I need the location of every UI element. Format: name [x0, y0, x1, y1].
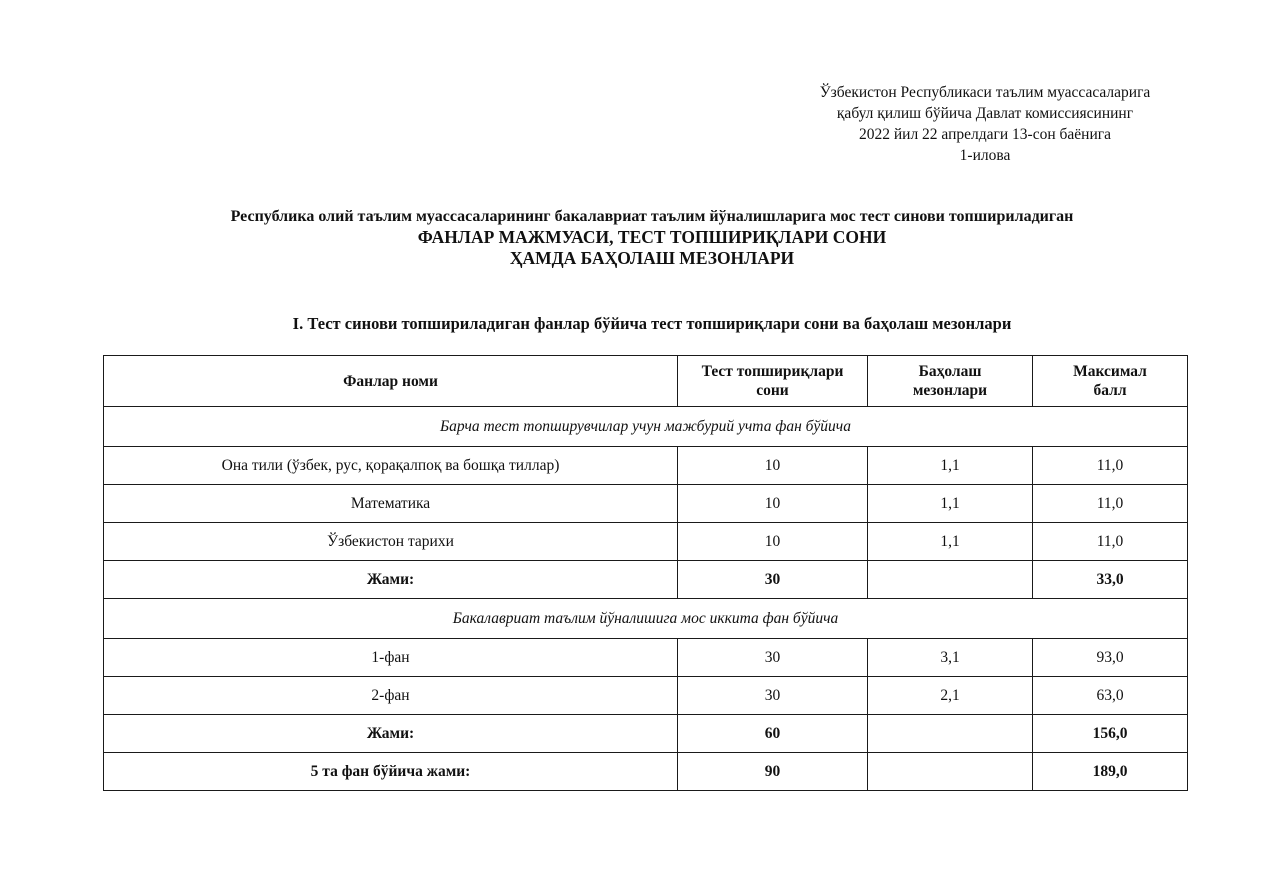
max-score: 93,0 [1033, 639, 1188, 677]
header-task-count: Тест топшириқлари сони [678, 356, 868, 407]
section-title: I. Тест синови топшириладиган фанлар бўйича тест топшириқлари сони ва баҳолаш мезонлари [292, 314, 1012, 333]
table-row [104, 523, 1188, 561]
subtotal-task-count: 30 [678, 561, 868, 599]
max-score: 11,0 [1033, 485, 1188, 523]
criteria-value: 2,1 [868, 677, 1033, 715]
header-note-line-2: қабул қилиш бўйича Давлат комиссиясининг [836, 105, 1134, 122]
subtotal-task-count: 60 [678, 715, 868, 753]
group-heading-specialty [104, 599, 1188, 639]
header-max-score: Максимал балл [1033, 356, 1188, 407]
grand-total-task-count: 90 [678, 753, 868, 791]
document-title-line-2: ФАНЛАР МАЖМУАСИ, ТЕСТ ТОПШИРИҚЛАРИ СОНИ [417, 227, 887, 247]
table-row [104, 447, 1188, 485]
criteria-value: 1,1 [868, 485, 1033, 523]
subject-name: Она тили (ўзбек, рус, қорақалпоқ ва бошқа тиллар) [104, 447, 678, 485]
subtotal-row [104, 715, 1188, 753]
criteria-value: 1,1 [868, 523, 1033, 561]
appendix-header-note [790, 82, 1180, 166]
table-row [104, 677, 1188, 715]
criteria-value: 3,1 [868, 639, 1033, 677]
subtotal-max-score: 33,0 [1033, 561, 1188, 599]
criteria-value: 1,1 [868, 447, 1033, 485]
table-header-row [104, 356, 1188, 407]
header-note-line-1: Ўзбекистон Республикаси таълим муассасаларига [819, 84, 1151, 101]
subject-name: 1-фан [104, 639, 678, 677]
document-title-line-3: ҲАМДА БАҲОЛАШ МЕЗОНЛАРИ [509, 248, 795, 268]
grand-total-criteria [868, 753, 1033, 791]
subtotal-criteria [868, 561, 1033, 599]
task-count: 30 [678, 639, 868, 677]
document-title [100, 206, 1204, 269]
subject-name: 2-фан [104, 677, 678, 715]
header-criteria: Баҳолаш мезонлари [868, 356, 1033, 407]
header-subject: Фанлар номи [104, 356, 678, 407]
subtotal-label: Жами: [104, 715, 678, 753]
task-count: 10 [678, 523, 868, 561]
subtotal-criteria [868, 715, 1033, 753]
subtotal-max-score: 156,0 [1033, 715, 1188, 753]
grand-total-max-score: 189,0 [1033, 753, 1188, 791]
subtotal-label: Жами: [104, 561, 678, 599]
subject-name: Ўзбекистон тарихи [104, 523, 678, 561]
table-row [104, 639, 1188, 677]
group-label: Барча тест топширувчилар учун мажбурий учта фан бўйича [104, 407, 1188, 447]
task-count: 30 [678, 677, 868, 715]
table-row [104, 485, 1188, 523]
header-note-line-4: 1-илова [959, 147, 1011, 164]
max-score: 11,0 [1033, 523, 1188, 561]
max-score: 63,0 [1033, 677, 1188, 715]
grand-total-label: 5 та фан бўйича жами: [104, 753, 678, 791]
task-count: 10 [678, 485, 868, 523]
subject-name: Математика [104, 485, 678, 523]
test-criteria-table [103, 355, 1188, 791]
max-score: 11,0 [1033, 447, 1188, 485]
document-title-line-1: Республика олий таълим муассасаларининг бакалавриат таълим йўналишларига мос тест синови топшириладиган [230, 208, 1074, 225]
header-note-line-3: 2022 йил 22 апрелдаги 13-сон баёнига [858, 126, 1111, 143]
subtotal-row [104, 561, 1188, 599]
grand-total-row [104, 753, 1188, 791]
task-count: 10 [678, 447, 868, 485]
group-label: Бакалавриат таълим йўналишига мос иккита фан бўйича [104, 599, 1188, 639]
group-heading-mandatory [104, 407, 1188, 447]
